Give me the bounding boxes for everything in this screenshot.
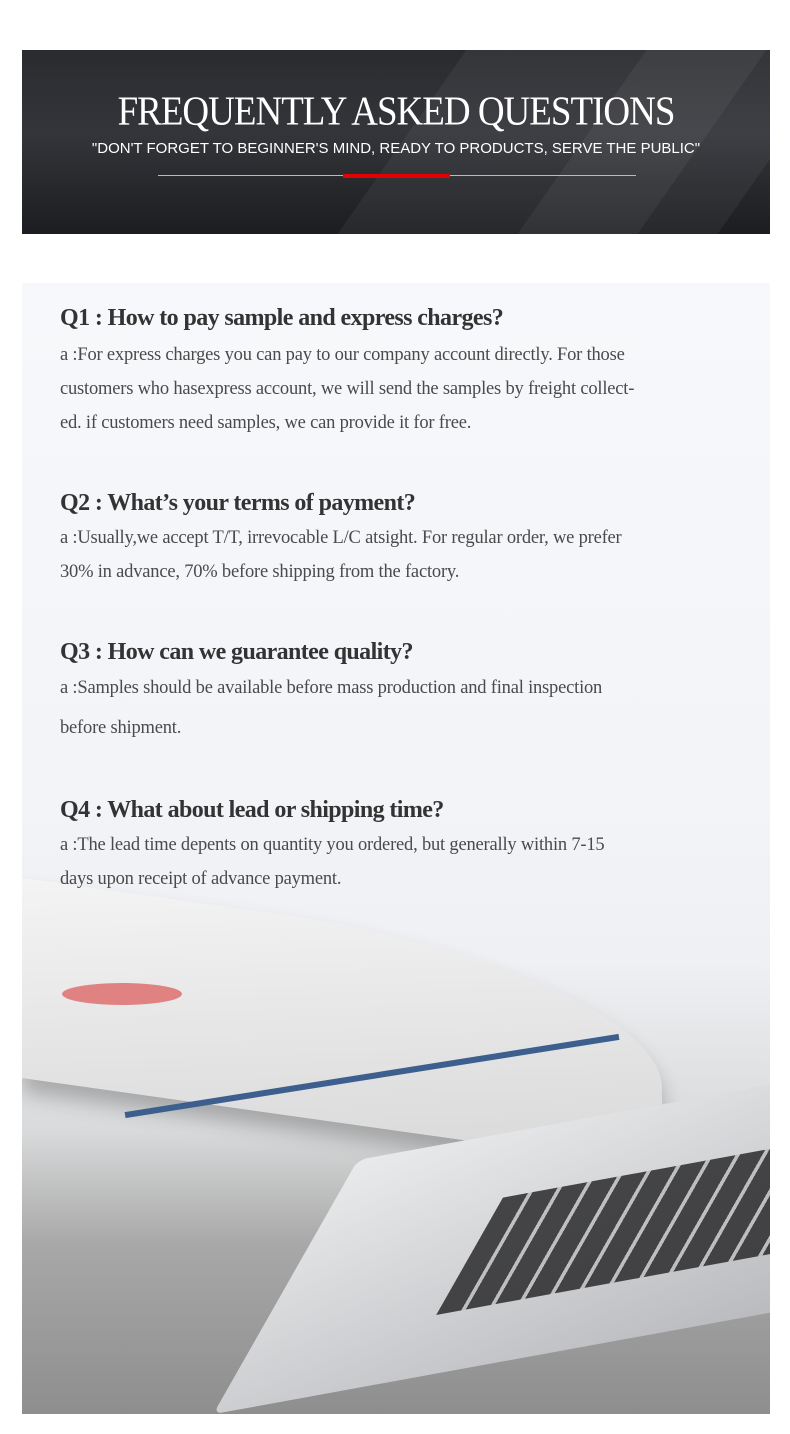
answer-line: 30% in advance, 70% before shipping from the factory. xyxy=(60,562,460,582)
faq-item xyxy=(60,797,760,896)
divider-accent xyxy=(343,174,450,178)
answer-line: a :Usually,we accept T/T, irrevocable L/C atsight. For regular order, we prefer xyxy=(60,528,622,548)
answer-line: a :For express charges you can pay to our company account directly. For those xyxy=(60,345,625,365)
faq-question: Q2 : What’s your terms of payment? xyxy=(60,490,416,516)
answer-line: customers who hasexpress account, we will send the samples by freight collect- xyxy=(60,379,635,399)
faq-section xyxy=(22,283,770,1414)
magazine-photo-detail xyxy=(62,983,182,1005)
answer-line: before shipment. xyxy=(60,718,182,738)
faq-answer xyxy=(60,668,760,748)
faq-answer xyxy=(60,521,760,589)
faq-question: Q1 : How to pay sample and express charges? xyxy=(60,305,504,331)
faq-item xyxy=(60,305,760,440)
answer-line: days upon receipt of advance payment. xyxy=(60,869,342,889)
answer-line: ed. if customers need samples, we can provide it for free. xyxy=(60,413,472,433)
faq-banner xyxy=(22,50,770,234)
faq-question: Q4 : What about lead or shipping time? xyxy=(60,797,444,823)
faq-answer xyxy=(60,828,760,896)
answer-line: a :The lead time depents on quantity you ordered, but generally within 7-15 xyxy=(60,835,605,855)
faq-item xyxy=(60,639,760,748)
faq-item xyxy=(60,490,760,589)
banner-title: FREQUENTLY ASKED QUESTIONS xyxy=(117,88,675,135)
banner-subtitle: "DON'T FORGET TO BEGINNER'S MIND, READY TO PRODUCTS, SERVE THE PUBLIC" xyxy=(91,140,701,157)
answer-line: a :Samples should be available before mass production and final inspection xyxy=(60,678,603,698)
faq-question: Q3 : How can we guarantee quality? xyxy=(60,639,413,665)
faq-answer xyxy=(60,338,760,440)
